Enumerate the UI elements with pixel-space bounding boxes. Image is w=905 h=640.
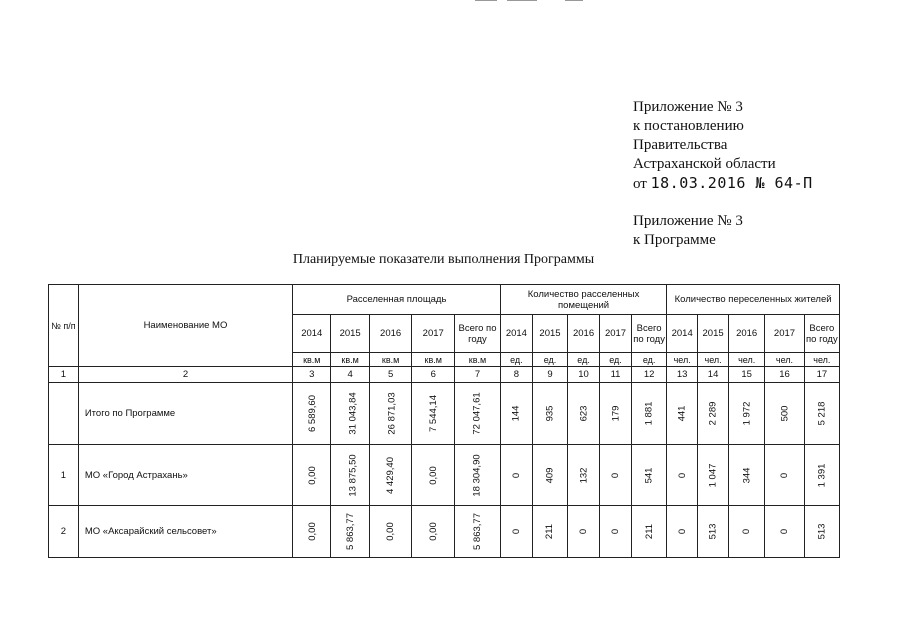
rooms-cell: 211 — [532, 506, 567, 558]
column-number: 12 — [632, 367, 667, 383]
area-total-cell: 18 304,90 — [455, 445, 501, 506]
column-number-row — [49, 367, 840, 383]
appendix-line: к постановлению — [633, 118, 744, 134]
column-number: 10 — [568, 367, 600, 383]
unit-cell: чел. — [765, 353, 804, 367]
rooms-cell: 144 — [500, 383, 532, 445]
residents-cell: 0 — [765, 445, 804, 506]
area-cell: 0,00 — [412, 445, 455, 506]
date-stamp: 18.03.2016 № 64-П — [650, 174, 813, 192]
residents-cell: 441 — [667, 383, 698, 445]
year-header: 2014 — [500, 315, 532, 353]
column-number: 14 — [698, 367, 729, 383]
area-cell: 6 589,60 — [293, 383, 331, 445]
area-cell: 7 544,14 — [412, 383, 455, 445]
column-number: 3 — [293, 367, 331, 383]
scan-mark — [565, 0, 583, 1]
unit-cell: чел. — [804, 353, 839, 367]
rooms-cell: 935 — [532, 383, 567, 445]
group-rooms-header: Количество расселенных помещений — [500, 285, 666, 315]
residents-cell: 344 — [729, 445, 765, 506]
residents-cell: 500 — [765, 383, 804, 445]
mo-name: МО «Город Астрахань» — [78, 445, 292, 506]
residents-cell: 0 — [729, 506, 765, 558]
year-header: 2015 — [331, 315, 369, 353]
row-number: 2 — [49, 506, 79, 558]
rooms-total-cell: 1 881 — [632, 383, 667, 445]
rooms-total-cell: 211 — [632, 506, 667, 558]
scan-mark — [475, 0, 497, 1]
area-cell: 13 875,50 — [331, 445, 369, 506]
residents-total-cell: 1 391 — [804, 445, 839, 506]
rooms-cell: 179 — [600, 383, 632, 445]
date-prefix: от — [633, 176, 647, 192]
year-header: 2015 — [698, 315, 729, 353]
total-year-header: Всего по году — [455, 315, 501, 353]
year-header: 2014 — [293, 315, 331, 353]
year-header: 2016 — [369, 315, 412, 353]
area-total-cell: 72 047,61 — [455, 383, 501, 445]
area-cell: 0,00 — [293, 506, 331, 558]
unit-cell: чел. — [698, 353, 729, 367]
row-number — [49, 383, 79, 445]
residents-cell: 0 — [765, 506, 804, 558]
rooms-cell: 0 — [568, 506, 600, 558]
area-cell: 0,00 — [293, 445, 331, 506]
unit-cell: ед. — [500, 353, 532, 367]
unit-cell: чел. — [729, 353, 765, 367]
rooms-cell: 132 — [568, 445, 600, 506]
document-title: Планируемые показатели выполнения Программы — [292, 252, 595, 267]
unit-cell: кв.м — [369, 353, 412, 367]
total-year-header: Всего по году — [804, 315, 839, 353]
column-number: 11 — [600, 367, 632, 383]
group-residents-header: Количество переселенных жителей — [667, 285, 840, 315]
indicators-table — [48, 284, 840, 558]
mo-name: Итого по Программе — [78, 383, 292, 445]
area-cell: 4 429,40 — [369, 445, 412, 506]
year-header: 2017 — [412, 315, 455, 353]
unit-cell: кв.м — [455, 353, 501, 367]
unit-cell: кв.м — [293, 353, 331, 367]
column-number: 16 — [765, 367, 804, 383]
total-year-header: Всего по году — [632, 315, 667, 353]
mo-name: МО «Аксарайский сельсовет» — [78, 506, 292, 558]
appendix-line: Астраханской области — [633, 156, 776, 172]
year-header: 2017 — [765, 315, 804, 353]
rooms-cell: 409 — [532, 445, 567, 506]
residents-cell: 0 — [667, 506, 698, 558]
unit-cell: ед. — [600, 353, 632, 367]
column-number: 15 — [729, 367, 765, 383]
year-header: 2017 — [600, 315, 632, 353]
residents-cell: 1 972 — [729, 383, 765, 445]
rooms-cell: 0 — [600, 445, 632, 506]
year-header: 2016 — [568, 315, 600, 353]
area-cell: 0,00 — [412, 506, 455, 558]
table-row — [49, 445, 840, 506]
rooms-cell: 623 — [568, 383, 600, 445]
table-row-total — [49, 383, 840, 445]
appendix-date-line — [633, 174, 813, 194]
column-number: 13 — [667, 367, 698, 383]
rooms-cell: 0 — [500, 506, 532, 558]
unit-cell: ед. — [568, 353, 600, 367]
column-number: 4 — [331, 367, 369, 383]
year-header: 2014 — [667, 315, 698, 353]
scan-mark — [507, 0, 537, 1]
column-number: 9 — [532, 367, 567, 383]
unit-cell: кв.м — [412, 353, 455, 367]
row-number: 1 — [49, 445, 79, 506]
column-number: 7 — [455, 367, 501, 383]
appendix-line: Приложение № 3 — [633, 213, 743, 229]
column-number: 5 — [369, 367, 412, 383]
area-cell: 5 863,77 — [331, 506, 369, 558]
residents-cell: 2 289 — [698, 383, 729, 445]
rooms-total-cell: 541 — [632, 445, 667, 506]
area-cell: 0,00 — [369, 506, 412, 558]
unit-cell: ед. — [532, 353, 567, 367]
col-name-header: Наименование МО — [78, 285, 292, 367]
residents-total-cell: 5 218 — [804, 383, 839, 445]
rooms-cell: 0 — [500, 445, 532, 506]
appendix-line: Правительства — [633, 137, 728, 153]
residents-total-cell: 513 — [804, 506, 839, 558]
table-row — [49, 506, 840, 558]
area-total-cell: 5 863,77 — [455, 506, 501, 558]
column-number: 2 — [78, 367, 292, 383]
area-cell: 31 043,84 — [331, 383, 369, 445]
column-number: 1 — [49, 367, 79, 383]
unit-cell: чел. — [667, 353, 698, 367]
appendix-line: к Программе — [633, 232, 716, 248]
column-number: 8 — [500, 367, 532, 383]
appendix-block — [633, 98, 813, 250]
column-number: 6 — [412, 367, 455, 383]
group-area-header: Расселенная площадь — [293, 285, 501, 315]
year-header: 2016 — [729, 315, 765, 353]
year-header: 2015 — [532, 315, 567, 353]
residents-cell: 513 — [698, 506, 729, 558]
appendix-line: Приложение № 3 — [633, 99, 743, 115]
column-number: 17 — [804, 367, 839, 383]
unit-cell: ед. — [632, 353, 667, 367]
col-num-header: № п/п — [49, 285, 79, 367]
residents-cell: 0 — [667, 445, 698, 506]
residents-cell: 1 047 — [698, 445, 729, 506]
unit-cell: кв.м — [331, 353, 369, 367]
rooms-cell: 0 — [600, 506, 632, 558]
area-cell: 26 871,03 — [369, 383, 412, 445]
